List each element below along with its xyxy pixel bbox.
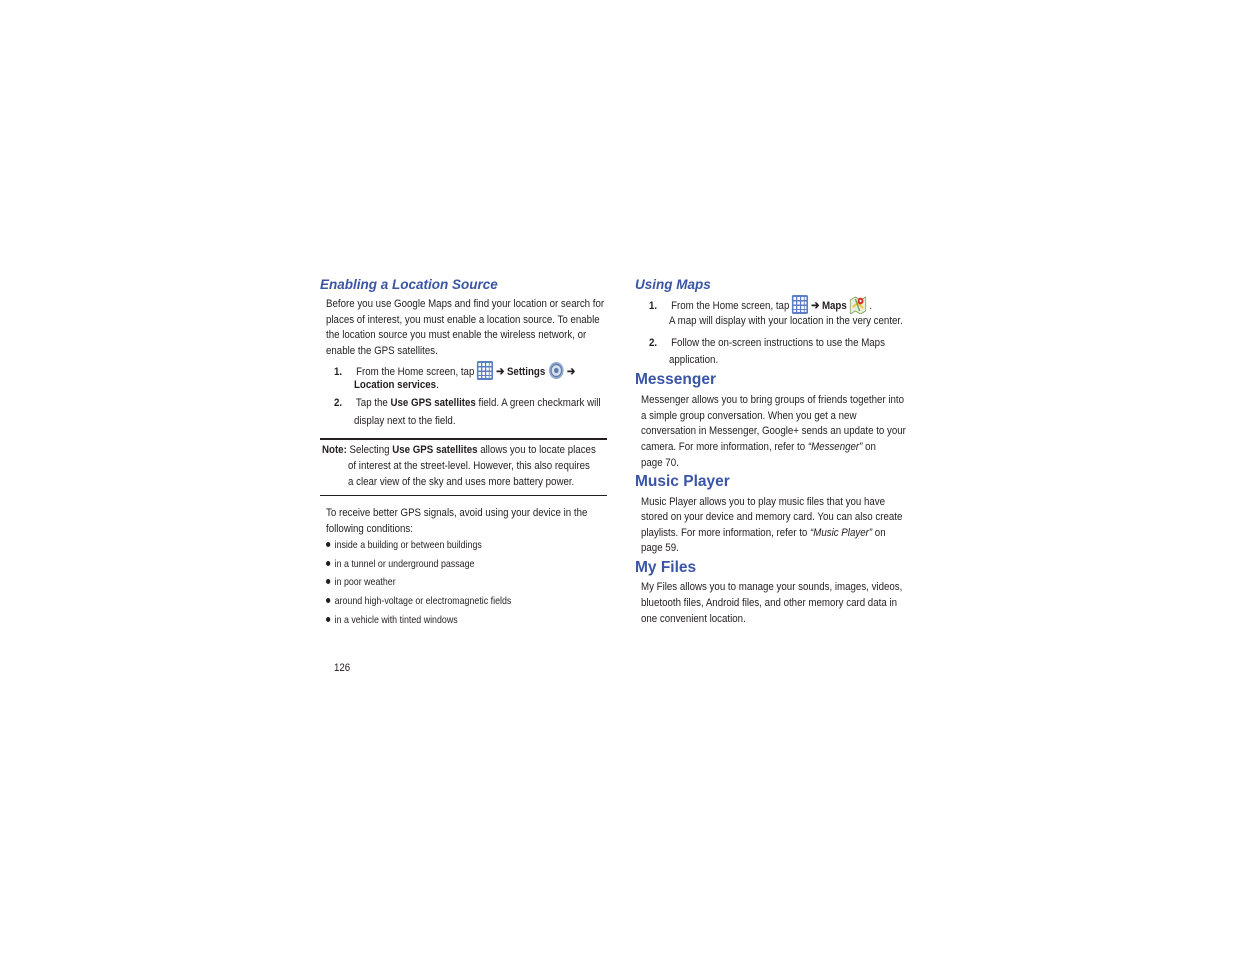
- messenger-line-5: page 70.: [641, 457, 679, 469]
- music-player-text: on: [874, 527, 886, 539]
- bullet-text: in a tunnel or underground passage: [334, 559, 475, 570]
- music-player-line-4: page 59.: [641, 542, 679, 554]
- page-number: 126: [334, 662, 351, 674]
- messenger-text: on: [865, 441, 876, 453]
- bullet-item: [326, 615, 458, 626]
- bullet-dot: [326, 617, 330, 622]
- bullet-item: [326, 540, 482, 551]
- bullet-item: [326, 559, 474, 570]
- apps-grid-icon: [792, 295, 808, 314]
- maps-step-1-result: A map will display with your location in the very center.: [669, 315, 903, 327]
- messenger-line-2: a simple group conversation. When you get a new: [641, 410, 857, 422]
- gps-intro-paragraph: To receive better GPS signals, avoid using your device in the following conditions:: [326, 507, 588, 535]
- step-2: [334, 397, 601, 409]
- messenger-text: camera. For more information, refer to: [641, 441, 806, 453]
- music-player-reference-link[interactable]: “Music Player”: [810, 527, 873, 539]
- step-number: 2.: [649, 337, 658, 349]
- note-bottom-rule: [320, 495, 607, 496]
- step-number: 2.: [334, 397, 343, 409]
- maps-label: Maps: [821, 300, 847, 312]
- maps-app-icon: [849, 295, 866, 314]
- my-files-line-3: one convenient location.: [641, 613, 746, 625]
- step-text: From the Home screen, tap: [671, 300, 790, 312]
- bullet-text: in poor weather: [334, 577, 396, 588]
- messenger-line-3: conversation in Messenger, Google+ sends an update to your: [641, 425, 906, 437]
- bullet-dot: [326, 598, 330, 603]
- note-line-3: a clear view of the sky and uses more battery power.: [348, 476, 575, 488]
- note-text: allows you to locate places: [480, 444, 596, 456]
- intro-paragraph: Before you use Google Maps and find your location or search for places of interest, you must enable a location source. To enable the location source you must enable the wireless network, or enable the GPS satellites.: [326, 298, 605, 357]
- period: .: [436, 379, 439, 391]
- bullet-dot: [326, 561, 330, 566]
- messenger-line-4: [641, 441, 876, 453]
- apps-grid-icon: [477, 361, 493, 380]
- arrow: ➔: [567, 366, 576, 378]
- step-number: 1.: [649, 300, 658, 312]
- use-gps-satellites-label: Use GPS satellites: [392, 444, 478, 456]
- step-2-continued: display next to the field.: [354, 415, 456, 427]
- messenger-reference-link[interactable]: “Messenger”: [807, 441, 863, 453]
- heading-music-player: Music Player: [635, 473, 730, 490]
- bullet-text: around high-voltage or electromagnetic fields: [334, 596, 512, 607]
- note-line-2: of interest at the street-level. However, this also requires: [348, 460, 590, 472]
- music-player-line-3: [641, 527, 886, 539]
- arrow: ➔: [496, 366, 505, 378]
- step-text: Tap the: [355, 397, 388, 409]
- maps-step-2: [649, 337, 885, 349]
- step-text: Follow the on-screen instructions to use the Maps: [671, 337, 885, 349]
- maps-step-2-continued: application.: [669, 354, 719, 366]
- bullet-dot: [326, 579, 330, 584]
- bullet-dot: [326, 542, 330, 547]
- my-files-line-2: bluetooth files, Android files, and other memory card data in: [641, 597, 897, 609]
- music-player-text: playlists. For more information, refer to: [641, 527, 808, 539]
- period: .: [869, 300, 873, 312]
- arrow: ➔: [811, 300, 820, 312]
- music-player-line-2: stored on your device and memory card. You can also create: [641, 511, 903, 523]
- note-text: Selecting: [349, 444, 390, 456]
- note-top-rule: [320, 438, 607, 440]
- step-text: From the Home screen, tap: [356, 366, 475, 378]
- use-gps-satellites-label: Use GPS satellites: [390, 397, 476, 409]
- step-1: [334, 361, 575, 380]
- heading-messenger: Messenger: [635, 371, 716, 388]
- heading-my-files: My Files: [635, 559, 697, 576]
- music-player-line-1: Music Player allows you to play music files that you have: [641, 496, 886, 508]
- settings-gear-icon: [548, 361, 564, 380]
- maps-step-1: [649, 295, 872, 314]
- bullet-item: [326, 577, 396, 588]
- note-label: Note:: [322, 444, 347, 456]
- messenger-line-1: Messenger allows you to bring groups of friends together into: [641, 394, 905, 406]
- heading-enabling-location-source: Enabling a Location Source: [320, 277, 498, 292]
- bullet-text: in a vehicle with tinted windows: [334, 615, 458, 626]
- bullet-item: [326, 596, 511, 607]
- my-files-line-1: My Files allows you to manage your sounds, images, videos,: [641, 581, 903, 593]
- step-text: field. A green checkmark will: [478, 397, 601, 409]
- heading-using-maps: Using Maps: [635, 277, 711, 292]
- location-services-label: Location services: [354, 379, 437, 391]
- bullet-text: inside a building or between buildings: [334, 540, 482, 551]
- settings-label: Settings: [506, 366, 546, 378]
- note-line-1: [322, 444, 596, 456]
- step-number: 1.: [334, 366, 343, 378]
- step-1-continued: [354, 379, 439, 391]
